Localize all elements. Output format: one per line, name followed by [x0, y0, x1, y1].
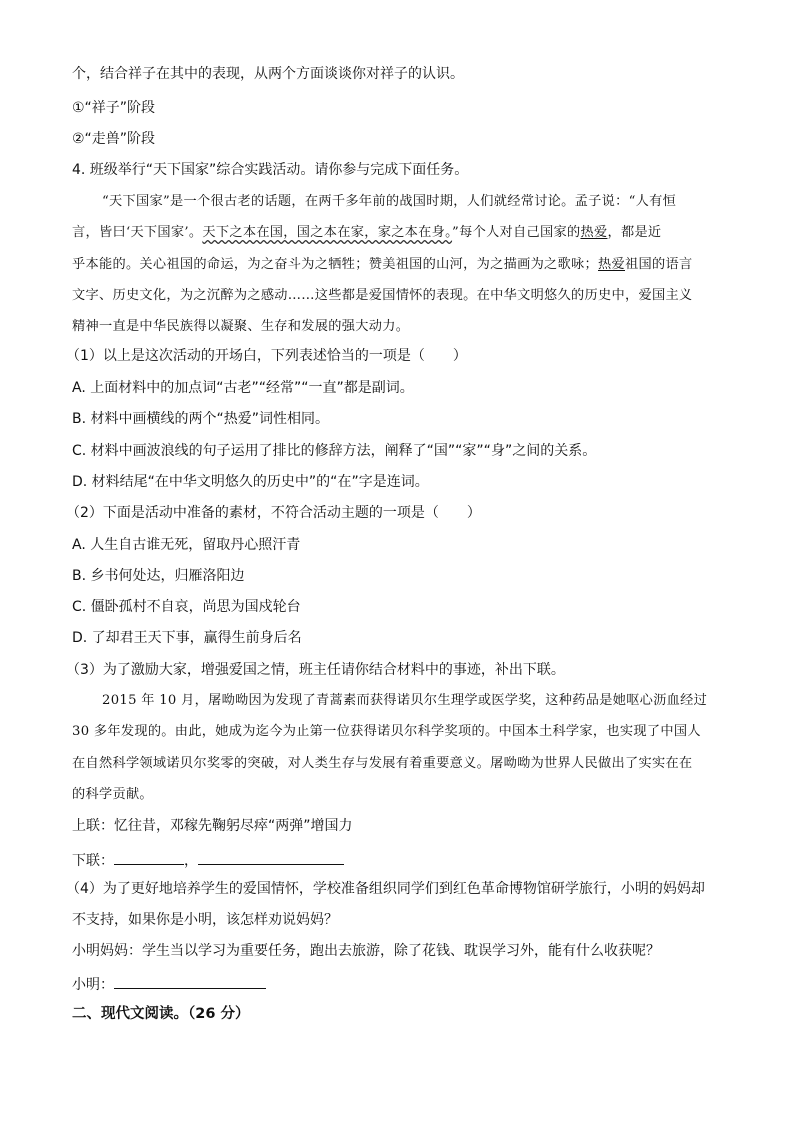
sub-question-4-cont: 不支持，如果你是小明，该怎样劝说妈妈？ [72, 912, 338, 928]
option-1d: D. 材料结尾“在中华文明悠久的历史中”的“在”字是连词。 [72, 474, 429, 490]
wavy-underlined-sentence: 天下之本在国，国之本在家，家之本在身。 [202, 225, 453, 240]
option-1b: B. 材料中画横线的两个“热爱”词性相同。 [72, 411, 330, 427]
underlined-word-reai-1: 热爱 [580, 225, 608, 240]
material-line-3: 乎本能的。关心祖国的命运，为之奋斗为之牺牲；赞美祖国的山河，为之描画为之歌咏；热爱祖国的语言 [72, 257, 693, 272]
material3-line-2: 30 多年发现的。由此，她成为迄今为止第一位获得诺贝尔科学奖项的。中国本土科学家，也实现了中国人 [72, 724, 701, 739]
stage-two: ②“走兽”阶段 [72, 131, 156, 147]
material-line-4: 文字、历史文化，为之沉醉为之感动……这些都是爱国情怀的表现。在中华文明悠久的历史中，爱国主义 [72, 288, 693, 303]
section-2-title: 二、现代文阅读。（26 分） [72, 1006, 250, 1022]
couplet-lower: 下联： ， [72, 848, 344, 871]
option-1c: C. 材料中画波浪线的句子运用了排比的修辞方法，阐释了“国”“家”“身”之间的关系。 [72, 443, 597, 459]
question-4-title: 4. 班级举行“天下国家”综合实践活动。请你参与完成下面任务。 [72, 162, 469, 178]
underlined-word-reai-2: 热爱 [598, 257, 625, 272]
material3-line-3: 在自然科学领域诺贝尔奖零的突破，对人类生存与发展有着重要意义。屠呦呦为世界人民做出了实实在在 [72, 756, 693, 771]
material3-line-1: 2015 年 10 月，屠呦呦因为发现了青蒿素而获得诺贝尔生理学或医学奖，这种药品是她呕心沥血经过 [102, 693, 708, 708]
couplet-blank-1[interactable] [114, 848, 184, 865]
intro-line: 个，结合祥子在其中的表现，从两个方面谈谈你对祥子的认识。 [72, 66, 464, 82]
option-2c: C. 僵卧孤村不自哀，尚思为国戍轮台 [72, 599, 301, 615]
ming-reply [72, 972, 266, 995]
option-2d: D. 了却君王天下事，赢得生前身后名 [72, 630, 302, 646]
stage-one: ①“祥子”阶段 [72, 100, 156, 116]
option-1a: A. 上面材料中的加点词“古老”“经常”“一直”都是副词。 [72, 380, 414, 396]
material-line-5: 精神一直是中华民族得以凝聚、生存和发展的强大动力。 [72, 319, 410, 334]
ming-label: 小明： [72, 977, 114, 993]
ming-answer-blank[interactable] [114, 972, 266, 989]
sub-question-1: （1）以上是这次活动的开场白，下列表述恰当的一项是（ ） [66, 348, 467, 364]
option-2b: B. 乡书何处达，归雁洛阳边 [72, 568, 245, 584]
material-line-1: “天下国家”是一个很古老的话题，在两千多年前的战国时期，人们就经常讨论。孟子说：“人有恒 [102, 194, 677, 209]
couplet-lower-label: 下联： [72, 853, 114, 869]
material3-line-4: 的科学贡献。 [72, 787, 153, 802]
couplet-upper: 上联：忆往昔，邓稼先鞠躬尽瘁“两弹”增国力 [72, 818, 353, 834]
sub-question-2: （2）下面是活动中准备的素材，不符合活动主题的一项是（ ） [66, 505, 481, 521]
sub-question-3: （3）为了激励大家，增强爱国之情，班主任请你结合材料中的事迹，补出下联。 [66, 662, 565, 678]
sub-question-4: （4）为了更好地培养学生的爱国情怀，学校准备组织同学们到红色革命博物馆研学旅行，小明的妈妈却 [66, 881, 705, 897]
couplet-blank-2[interactable] [198, 848, 344, 865]
material-line-2: 言，皆曰‘天下国家’。天下之本在国，国之本在家，家之本在身。”每个人对自己国家的热爱，都是近 [72, 225, 662, 240]
option-2a: A. 人生自古谁无死，留取丹心照汗青 [72, 537, 301, 553]
mom-dialogue: 小明妈妈：学生当以学习为重要任务，跑出去旅游，除了花钱、耽误学习外，能有什么收获呢？ [72, 943, 660, 959]
